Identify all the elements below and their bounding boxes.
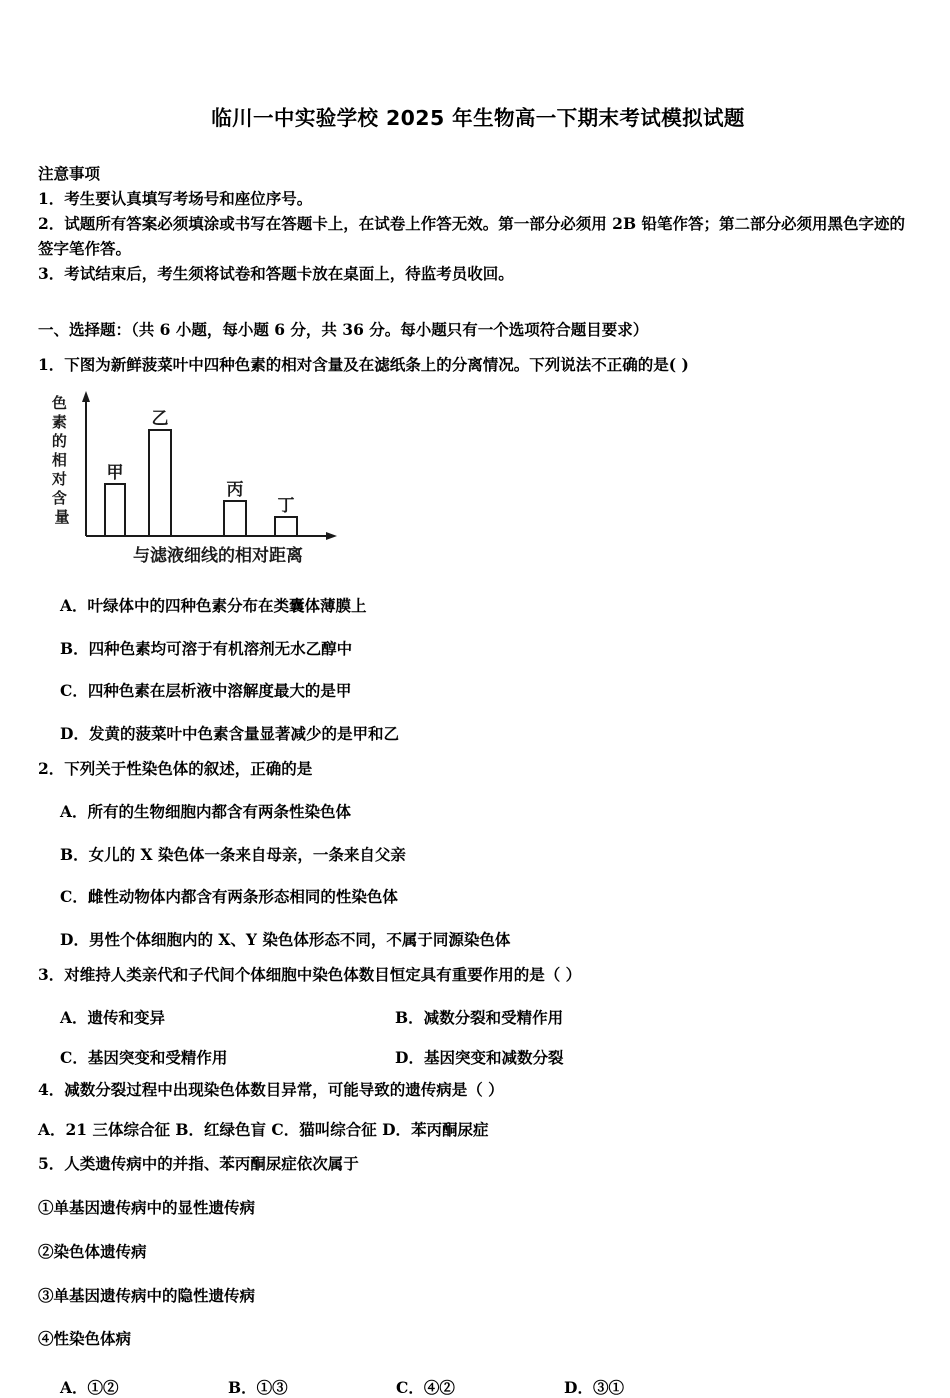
question-2-option-c[interactable]: C．雌性动物体内都含有两条形态相同的性染色体 bbox=[60, 887, 398, 907]
bar-ding bbox=[275, 517, 297, 536]
notice-item-2: 2．试题所有答案必须填涂或书写在答题卡上，在试卷上作答无效。第一部分必须用 2B 铅笔作答；第二部分必须用黑色字迹的签字笔作答。 bbox=[38, 213, 905, 258]
pigment-bar-chart bbox=[40, 386, 380, 576]
question-2-option-d[interactable]: D．男性个体细胞内的 X、Y 染色体形态不同，不属于同源染色体 bbox=[60, 930, 511, 950]
question-5-item-1: ①单基因遗传病中的显性遗传病 bbox=[38, 1198, 256, 1218]
question-5-option-row bbox=[38, 1376, 918, 1398]
pigment-bar-chart-figure bbox=[40, 386, 380, 576]
question-3-option-a[interactable]: A．遗传和变异 bbox=[60, 1007, 166, 1027]
section-heading-multiple-choice: 一、选择题：（共 6 小题，每小题 6 分，共 36 分。每小题只有一个选项符合题目要求） bbox=[38, 320, 649, 340]
y-axis-arrowhead bbox=[82, 391, 90, 402]
x-axis-arrowhead bbox=[326, 532, 337, 540]
question-3-option-row-1 bbox=[38, 1006, 918, 1028]
bar-yi bbox=[149, 430, 171, 536]
x-axis-label: 与滤液细线的相对距离 bbox=[133, 545, 303, 566]
question-4-options-inline[interactable]: A．21 三体综合征 B．红绿色盲 C．猫叫综合征 D．苯丙酮尿症 bbox=[38, 1120, 489, 1140]
question-4-stem: 4．减数分裂过程中出现染色体数目异常，可能导致的遗传病是（ ） bbox=[38, 1079, 504, 1099]
notice-heading: 注意事项 bbox=[38, 163, 101, 183]
bar-label-yi: 乙 bbox=[151, 408, 169, 429]
question-5-item-2: ②染色体遗传病 bbox=[38, 1241, 147, 1261]
bar-jia bbox=[105, 484, 125, 536]
question-2-option-a[interactable]: A．所有的生物细胞内都含有两条性染色体 bbox=[60, 801, 352, 821]
question-3-option-b[interactable]: B．减数分裂和受精作用 bbox=[395, 1007, 564, 1027]
bar-label-jia: 甲 bbox=[106, 462, 124, 483]
notice-item-1: 1．考生要认真填写考场号和座位序号。 bbox=[38, 188, 313, 208]
question-1-option-b[interactable]: B．四种色素均可溶于有机溶剂无水乙醇中 bbox=[60, 638, 353, 658]
page-title: 临川一中实验学校 2025 年生物高一下期末考试模拟试题 bbox=[211, 106, 745, 130]
bar-label-bing: 丙 bbox=[226, 479, 244, 500]
question-5-item-4: ④性染色体病 bbox=[38, 1329, 132, 1349]
bar-bing bbox=[224, 501, 246, 536]
question-5-option-b[interactable]: B．①③ bbox=[228, 1378, 288, 1398]
question-3-option-c[interactable]: C．基因突变和受精作用 bbox=[60, 1047, 228, 1067]
question-3-option-d[interactable]: D．基因突变和减数分裂 bbox=[395, 1047, 564, 1067]
question-2-option-b[interactable]: B．女儿的 X 染色体一条来自母亲，一条来自父亲 bbox=[60, 844, 406, 864]
question-3-stem: 3．对维持人类亲代和子代间个体细胞中染色体数目恒定具有重要作用的是（ ） bbox=[38, 964, 582, 984]
question-1-option-d[interactable]: D．发黄的菠菜叶中色素含量显著减少的是甲和乙 bbox=[60, 724, 399, 744]
question-5-option-a[interactable]: A．①② bbox=[60, 1378, 119, 1398]
question-1-stem: 1．下图为新鲜菠菜叶中四种色素的相对含量及在滤纸条上的分离情况。下列说法不正确的是( ) bbox=[38, 354, 689, 374]
question-5-option-d[interactable]: D．③① bbox=[564, 1378, 624, 1398]
question-3-option-row-2 bbox=[38, 1046, 918, 1068]
bar-label-ding: 丁 bbox=[277, 495, 295, 516]
question-5-item-3: ③单基因遗传病中的隐性遗传病 bbox=[38, 1285, 256, 1305]
y-axis-label: 色 素 的 相 对 含 量 bbox=[51, 393, 70, 526]
question-1-option-c[interactable]: C．四种色素在层析液中溶解度最大的是甲 bbox=[60, 681, 352, 701]
page-content bbox=[38, 0, 918, 1398]
notice-item-3: 3．考试结束后，考生须将试卷和答题卡放在桌面上，待监考员收回。 bbox=[38, 264, 514, 284]
question-2-stem: 2．下列关于性染色体的叙述，正确的是 bbox=[38, 758, 313, 778]
question-5-option-c[interactable]: C．④② bbox=[396, 1378, 455, 1398]
question-1-option-a[interactable]: A．叶绿体中的四种色素分布在类囊体薄膜上 bbox=[60, 595, 367, 615]
question-5-stem: 5．人类遗传病中的并指、苯丙酮尿症依次属于 bbox=[38, 1154, 359, 1174]
